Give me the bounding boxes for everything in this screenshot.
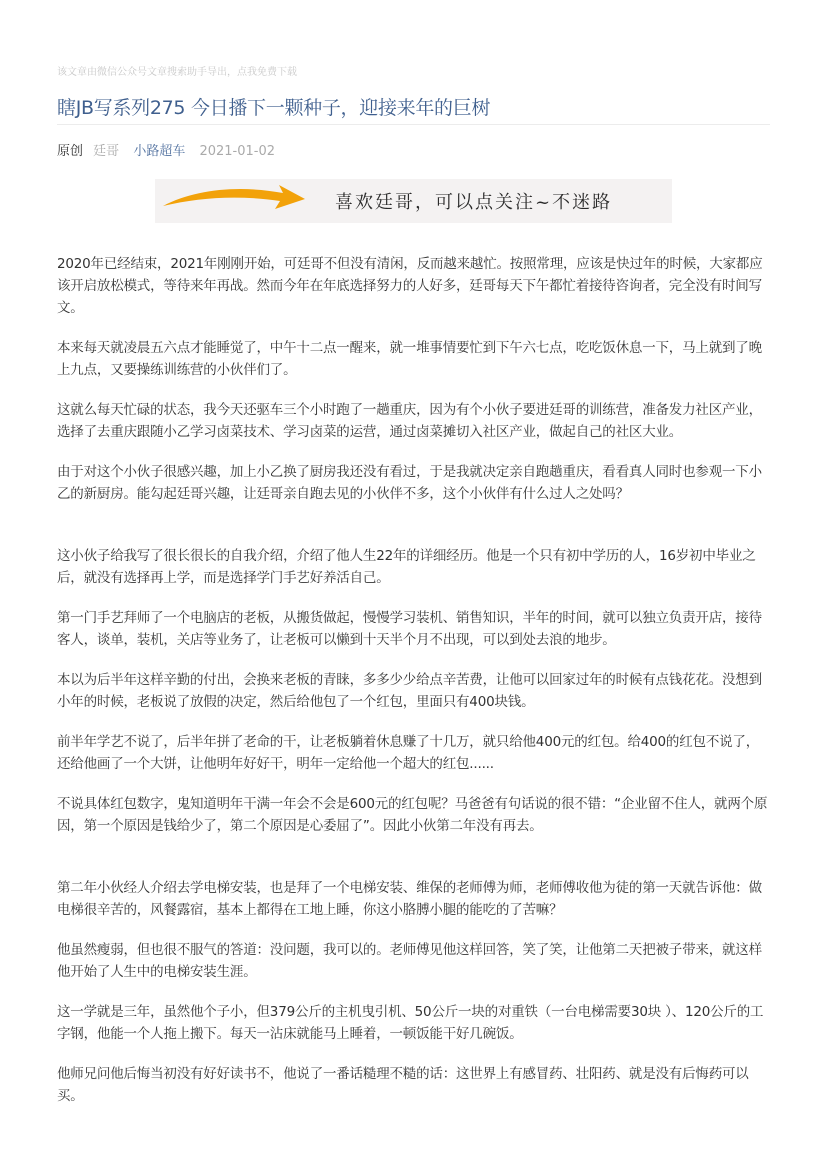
paragraph: 前半年学艺不说了，后半年拼了老命的干，让老板躺着休息赚了十几万，就只给他400元的红包。给400的红包不说了，还给他画了一个大饼，让他明年好好干，明年一定给他一个超大的红包......	[57, 734, 760, 772]
original-tag: 原创	[57, 144, 84, 159]
paragraph: 由于对这个小伙子很感兴趣，加上小乙换了厨房我还没有看过，于是我就决定亲自跑趟重庆，看看真人同时也参观一下小乙的新厨房。能勾起廷哥兴趣，让廷哥亲自跑去见的小伙伴不多，这个小伙伴有什么过人之处吗？	[57, 464, 762, 502]
article-title: 瞎JB写系列275 今日播下一颗种子，迎接来年的巨树	[57, 97, 491, 119]
paragraph: 他虽然瘦弱，但也很不服气的答道：没问题，我可以的。老师傅见他这样回答，笑了笑，让他第二天把被子带来，就这样他开始了人生中的电梯安装生涯。	[57, 942, 762, 980]
publish-date: 2021-01-02	[199, 144, 276, 159]
paragraph: 他师兄问他后悔当初没有好好读书不，他说了一番话糙理不糙的话：这世界上有感冒药、壮阳药、就是没有后悔药可以买。	[57, 1066, 749, 1104]
paragraph: 本来每天就凌晨五六点才能睡觉了，中午十二点一醒来，就一堆事情要忙到下午六七点，吃吃饭休息一下，马上就到了晚上九点，又要操练训练营的小伙伴们了。	[57, 340, 762, 378]
paragraph: 不说具体红包数字，鬼知道明年干满一年会不会是600元的红包呢？马爸爸有句话说的很不错：“企业留不住人，就两个原因，第一个原因是钱给少了，第二个原因是心委屈了”。因此小伙第二年没有再去。	[57, 796, 768, 834]
paragraph: 本以为后半年这样辛勤的付出，会换来老板的青睐，多多少少给点辛苦费，让他可以回家过年的时候有点钱花花。没想到小年的时候，老板说了放假的决定，然后给他包了一个红包，里面只有400块钱。	[57, 672, 762, 710]
export-notice-link[interactable]: 该文章由微信公众号文章搜索助手导出，点我免费下载	[57, 67, 297, 78]
paragraph: 这就么每天忙碌的状态，我今天还驱车三个小时跑了一趟重庆，因为有个小伙子要进廷哥的训练营，准备发力社区产业，选择了去重庆跟随小乙学习卤菜技术、学习卤菜的运营，通过卤菜摊切入社区产业，做起自己的社区大业。	[57, 402, 762, 440]
author-name: 廷哥	[93, 144, 120, 159]
paragraph: 这小伙子给我写了很长很长的自我介绍，介绍了他人生22年的详细经历。他是一个只有初中学历的人，16岁初中毕业之后，就没有选择再上学，而是选择学门手艺好养活自己。	[57, 548, 756, 586]
paragraph: 这一学就是三年，虽然他个子小，但379公斤的主机曳引机、50公斤一块的对重铁（一台电梯需要30块 ）、120公斤的工字钢，他能一个人拖上搬下。每天一沾床就能马上睡着，一顿饭能干好几碗饭。	[57, 1004, 764, 1042]
account-link[interactable]: 小路超车	[133, 144, 186, 159]
arrow-icon	[155, 179, 335, 223]
paragraph: 2020年已经结束，2021年刚刚开始，可廷哥不但没有清闲，反而越来越忙。按照常理，应该是快过年的时候，大家都应该开启放松模式，等待来年再战。然而今年在年底选择努力的人好多，廷哥每天下午都忙着接待咨询者，完全没有时间写文。	[57, 256, 763, 316]
paragraph: 第二年小伙经人介绍去学电梯安装，也是拜了一个电梯安装、维保的老师傅为师，老师傅收他为徒的第一天就告诉他：做电梯很辛苦的，风餐露宿，基本上都得在工地上睡，你这小胳膊小腿的能吃的了苦嘛？	[57, 880, 762, 918]
paragraph: 第一门手艺拜师了一个电脑店的老板，从搬货做起，慢慢学习装机、销售知识，半年的时间，就可以独立负责开店，接待客人，谈单，装机，关店等业务了，让老板可以懒到十天半个月不出现，可以到处去浪的地步。	[57, 610, 762, 648]
banner-text: 喜欢廷哥，可以点关注~不迷路	[335, 192, 613, 213]
article-meta	[57, 140, 275, 159]
title-divider	[57, 124, 770, 125]
follow-banner	[155, 179, 672, 223]
